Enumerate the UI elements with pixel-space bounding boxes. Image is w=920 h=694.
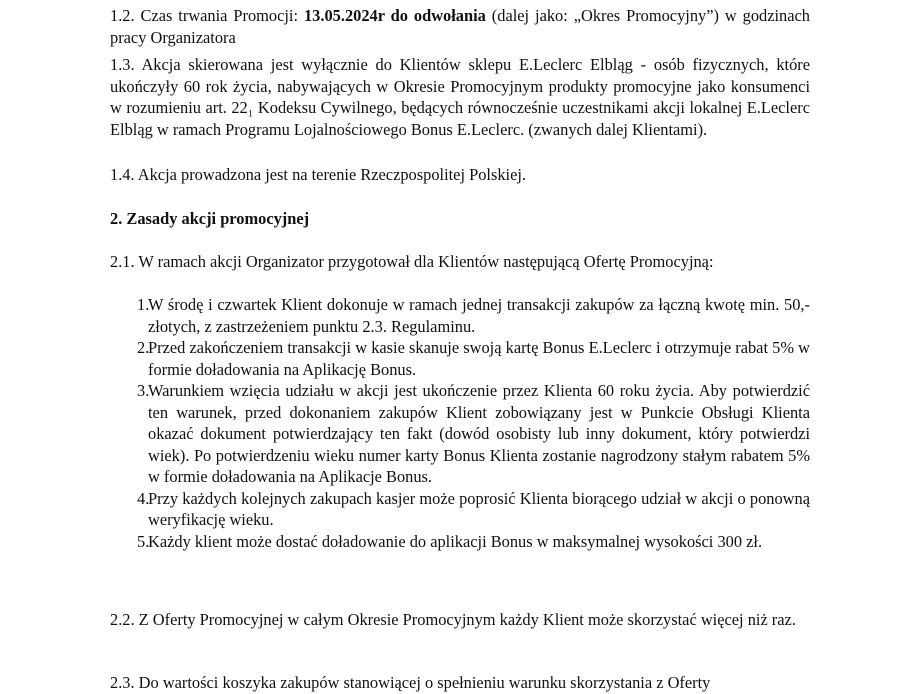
offer-list — [110, 294, 810, 552]
list-item-text: Warunkiem wzięcia udziału w akcji jest ukończenie przez Klienta 60 roku życia. Aby potwierdzić ten warunek, przed dokonaniem zakupów Klient zobowiązany jest w Punkcie Obsługi Klienta okazać dokument potwierdzający ten fakt (dowód osobisty lub inny dokument, który potwierdzi wiek). Po potwierdzeniu wieku numer karty Bonus Klienta zostanie nagrodzony stałym rabatem 5% w formie doładowania na Aplikacje Bonus. — [148, 381, 810, 486]
list-item-number: 5. — [137, 531, 150, 551]
paragraph-2-2: 2.2. Z Oferty Promocyjnej w całym Okresie Promocyjnym każdy Klient może skorzystać więcej niż raz. — [110, 610, 796, 629]
list-item-text: W środę i czwartek Klient dokonuje w ramach jednej transakcji zakupów za łączną kwotę min. 50,- złotych, z zastrzeżeniem punktu 2.3. Regulaminu. — [148, 295, 810, 336]
offer-list-item — [110, 488, 810, 531]
paragraph-1-3: 1.3. Akcja skierowana jest wyłącznie do Klientów sklepu E.Leclerc Elbląg - osób fizycznych, które ukończyły 60 rok życia, nabywających w Okresie Promocyjnym produkty promocyjne jako konsumenci w rozumieniu art. 22₁ Kodeksu Cywilnego, będących równocześnie uczestnikami akcji lokalnej E.Leclerc Elbląg w ramach Programu Lojalnościowego Bonus E.Leclerc. (zwanych dalej Klientami). — [110, 55, 810, 139]
paragraph-1-2-rest: (dalej jako: „Okres Promocyjny”) w godzinach pracy Organizatora — [110, 6, 811, 47]
offer-list-item — [110, 337, 810, 380]
paragraph-2-3: 2.3. Do wartości koszyka zakupów stanowiącej o spełnieniu warunku skorzystania z Oferty — [110, 673, 711, 692]
paragraph-1-2-intro: 1.2. Czas trwania Promocji: — [110, 6, 304, 25]
offer-list-item — [110, 531, 810, 553]
list-item-text: Każdy klient może dostać doładowanie do aplikacji Bonus w maksymalnej wysokości 300 zł. — [148, 531, 763, 551]
paragraph-1-2 — [110, 5, 810, 48]
list-item-number: 1. — [137, 295, 150, 314]
list-item-number: 4. — [137, 488, 150, 508]
list-item-number: 2. — [137, 338, 150, 357]
offer-list-item — [110, 294, 810, 337]
list-item-number: 3. — [137, 381, 150, 400]
promotion-period-dates: 13.05.2024r do odwołania — [303, 6, 486, 25]
paragraph-2-1: 2.1. W ramach akcji Organizator przygotował dla Klientów następującą Ofertę Promocyjną: — [110, 252, 714, 271]
list-item-text: Przed zakończeniem transakcji w kasie skanuje swoją kartę Bonus E.Leclerc i otrzymuje rabat 5% w formie doładowania na Aplikację Bonus. — [148, 338, 810, 379]
list-item-text: Przy każdych kolejnych zakupach kasjer może poprosić Klienta biorącego udział w akcji o ponowną weryfikację wieku. — [148, 488, 810, 529]
paragraph-1-4: 1.4. Akcja prowadzona jest na terenie Rzeczpospolitej Polskiej. — [110, 165, 527, 184]
section-2-heading: 2. Zasady akcji promocyjnej — [110, 209, 310, 228]
offer-list-item — [110, 380, 810, 488]
